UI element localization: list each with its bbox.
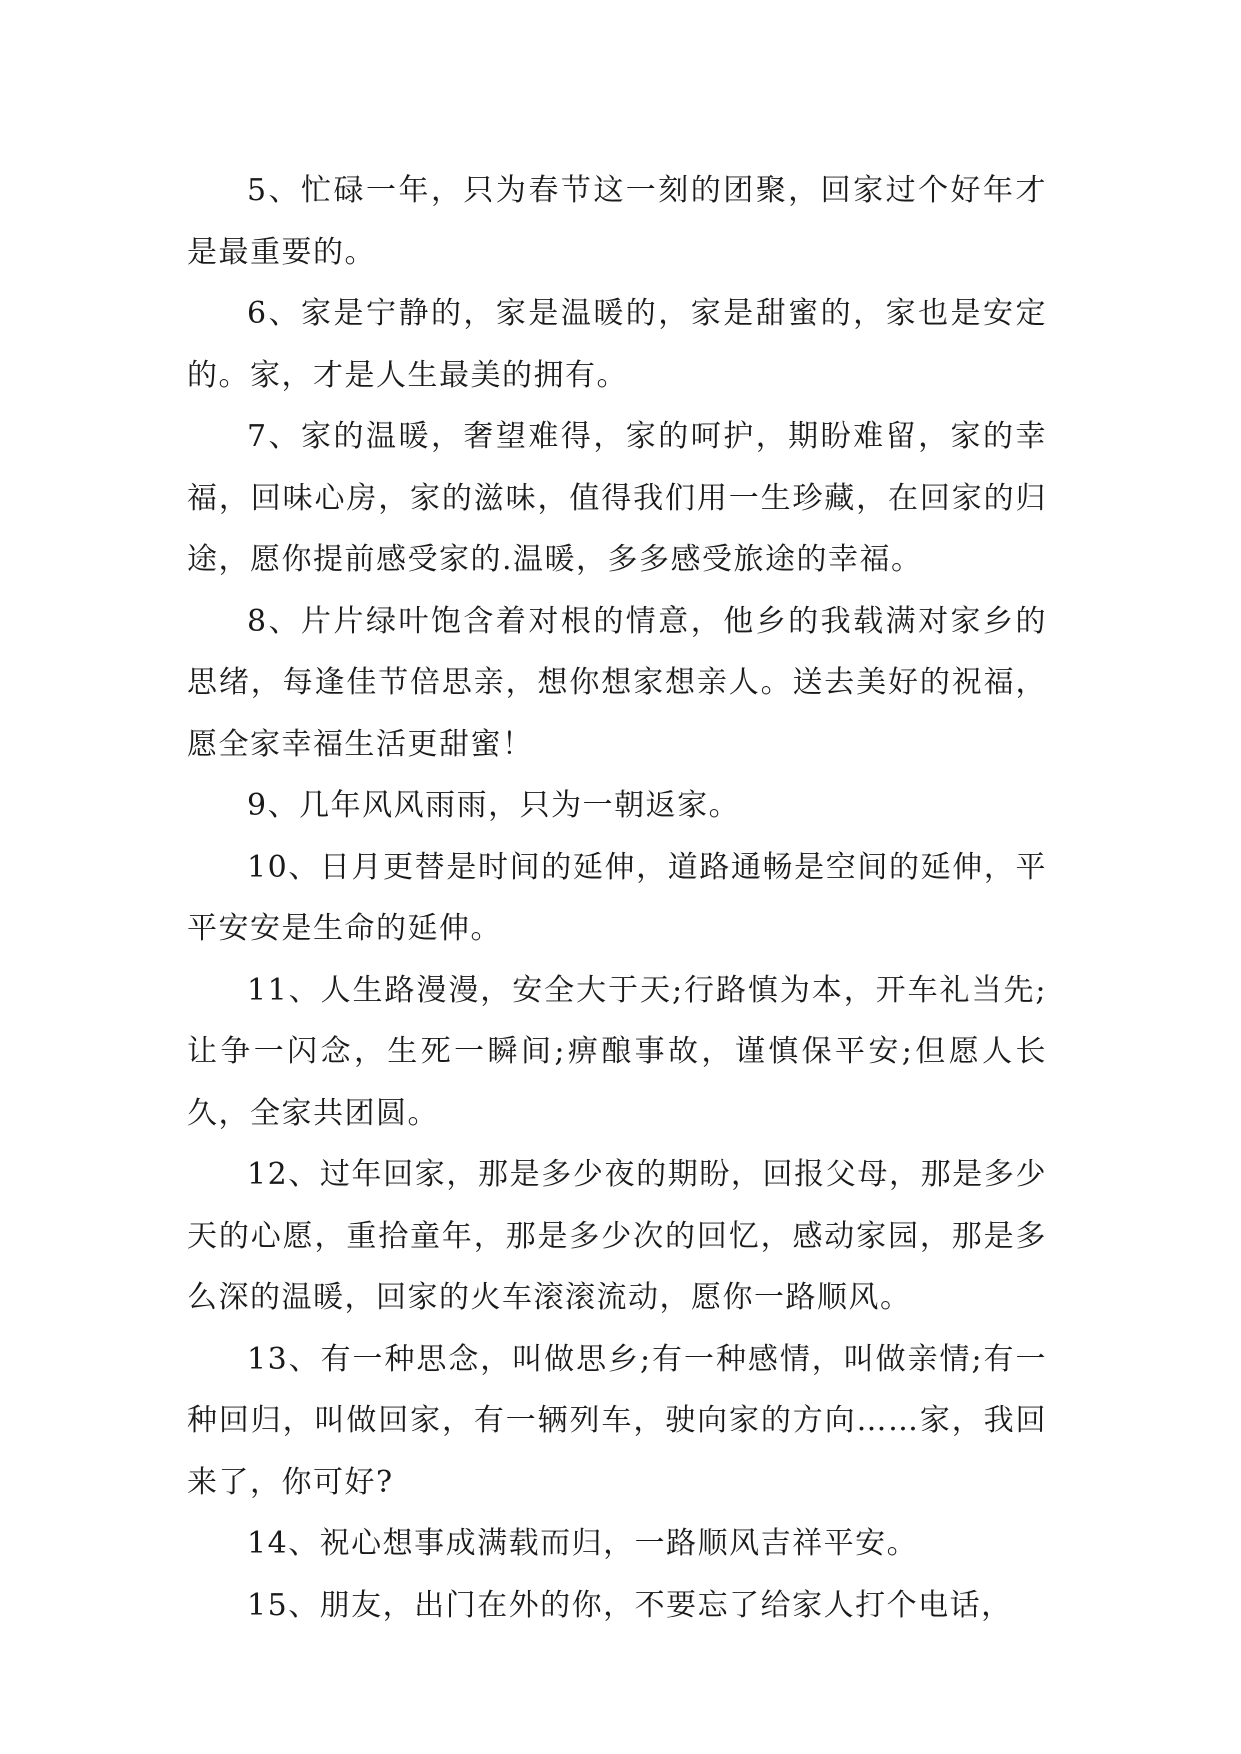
paragraph-13: 13、有一种思念，叫做思乡;有一种感情，叫做亲情;有一种回归，叫做回家，有一辆列车，驶向家的方向……家，我回来了，你可好?	[187, 1341, 1047, 1500]
paragraph-14: 14、祝心想事成满载而归，一路顺风吉祥平安。	[247, 1526, 919, 1561]
paragraph-5: 5、忙碌一年，只为春节这一刻的团聚，回家过个好年才是最重要的。	[187, 173, 1047, 270]
paragraph-7: 7、家的温暖，奢望难得，家的呵护，期盼难留，家的幸福，回味心房，家的滋味，值得我们用一生珍藏，在回家的归途，愿你提前感受家的.温暖，多多感受旅途的幸福。	[187, 419, 1047, 577]
paragraph-8: 8、片片绿叶饱含着对根的情意，他乡的我载满对家乡的思绪，每逢佳节倍思亲，想你想家想亲人。送去美好的祝福，愿全家幸福生活更甜蜜！	[187, 603, 1047, 762]
paragraph-12: 12、过年回家，那是多少夜的期盼，回报父母，那是多少天的心愿，重拾童年，那是多少次的回忆，感动家园，那是多么深的温暖，回家的火车滚滚流动，愿你一路顺风。	[187, 1157, 1047, 1315]
paragraph-9: 9、几年风风雨雨，只为一朝返家。	[247, 788, 741, 823]
document-body	[187, 160, 1047, 1636]
paragraph-6: 6、家是宁静的，家是温暖的，家是甜蜜的，家也是安定的。家，才是人生最美的拥有。	[187, 296, 1047, 393]
paragraph-11: 11、人生路漫漫，安全大于天;行路慎为本，开车礼当先;让争一闪念，生死一瞬间;痹酿事故，谨慎保平安;但愿人长久，全家共团圆。	[187, 972, 1047, 1131]
paragraph-15: 15、朋友，出门在外的你，不要忘了给家人打个电话，	[247, 1587, 1013, 1623]
paragraph-10: 10、日月更替是时间的延伸，道路通畅是空间的延伸，平平安安是生命的延伸。	[187, 849, 1047, 946]
